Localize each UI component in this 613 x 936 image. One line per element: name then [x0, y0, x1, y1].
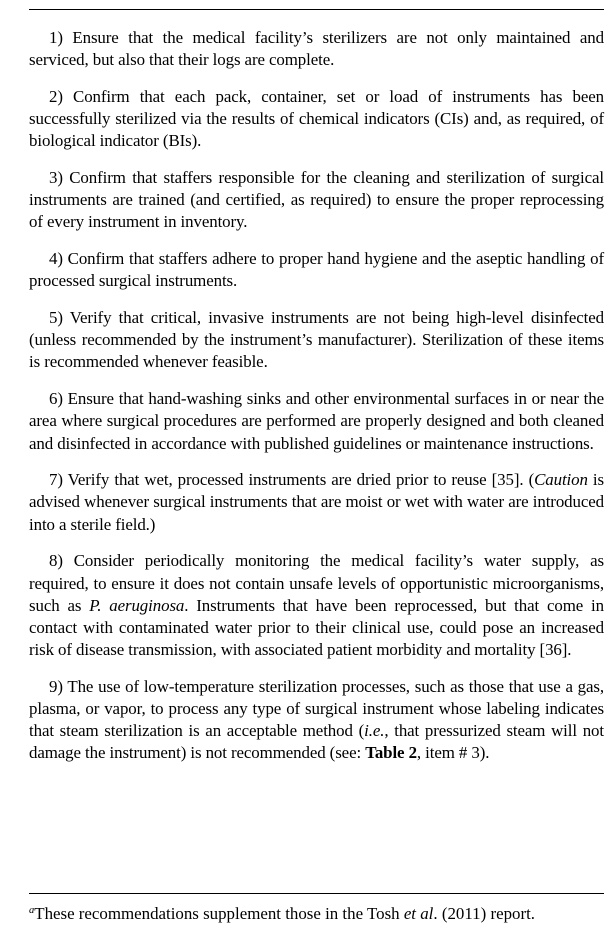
- recommendation-1: [29, 27, 604, 71]
- recommendation-9: [29, 676, 604, 765]
- footnote-text: . (2011) report.: [433, 904, 535, 923]
- recommendation-8: [29, 550, 604, 661]
- table-reference: Table 2: [365, 743, 417, 763]
- recommendation-text: 9) The use of low-temperature sterilization processes, such as those that use a gas, plasma, or vapor, to process any type of surgical instrument whose labeling indicates that steam sterilization is an acceptable method (: [29, 676, 604, 741]
- recommendation-text: 4) Confirm that staffers adhere to proper hand hygiene and the aseptic handling of processed surgical instruments.: [29, 249, 604, 291]
- top-rule: [29, 9, 604, 10]
- recommendation-text: 1) Ensure that the medical facility’s sterilizers are not only maintained and serviced, but also that their logs are complete.: [29, 28, 604, 70]
- footnote-text: These recommendations supplement those in the Tosh: [34, 904, 404, 923]
- recommendation-text: 2) Confirm that each pack, container, set or load of instruments has been successfully sterilized via the results of chemical indicators (CIs) and, as required, of biological indicator (BIs).: [29, 86, 604, 151]
- recommendation-text: , item # 3).: [416, 743, 490, 763]
- recommendation-text: 7) Verify that wet, processed instruments are dried prior to reuse [35]. (: [49, 470, 535, 490]
- recommendation-5: [29, 307, 604, 374]
- recommendation-text: 3) Confirm that staffers responsible for the cleaning and sterilization of surgical instruments are trained (and certified, as required) to ensure the proper reprocessing of every instrument in inventory.: [29, 168, 604, 232]
- footnote-marker: a: [29, 905, 35, 916]
- caution-emphasis: Caution: [534, 470, 588, 490]
- ie-emphasis: i.e.: [364, 721, 385, 741]
- recommendation-2: [29, 86, 604, 153]
- bottom-rule: [29, 893, 604, 894]
- footnote-emphasis: et al: [403, 904, 434, 923]
- recommendation-4: [29, 248, 604, 292]
- recommendation-7: [29, 469, 604, 536]
- recommendations-list: [29, 27, 604, 779]
- recommendation-6: [29, 388, 604, 455]
- recommendation-3: [29, 167, 604, 234]
- organism-name: P. aeruginosa: [89, 595, 185, 615]
- footnote: [29, 903, 604, 925]
- recommendation-text: . Instruments that have been reprocessed, but that come in contact with contaminated water prior to their clinical use, could pose an increased risk of disease transmission, with associated patient morbidity and mortality [36].: [29, 595, 604, 660]
- recommendation-text: , that pressurized steam will not damage the instrument) is not recommended (see:: [29, 721, 604, 763]
- recommendation-text: is advised whenever surgical instruments that are moist or wet with water are introduced into a sterile field.): [29, 470, 604, 534]
- recommendation-text: 6) Ensure that hand-washing sinks and other environmental surfaces in or near the area where surgical procedures are performed are properly designed and both cleaned and disinfected in accordance with published guidelines or maintenance instructions.: [29, 389, 604, 453]
- recommendation-text: 5) Verify that critical, invasive instruments are not being high-level disinfected (unless recommended by the instrument’s manufacturer). Sterilization of these items is recommended whenever feasible.: [29, 308, 604, 372]
- recommendation-text: 8) Consider periodically monitoring the medical facility’s water supply, as required, to ensure it does not contain unsafe levels of opportunistic microorganisms, such as: [29, 551, 604, 615]
